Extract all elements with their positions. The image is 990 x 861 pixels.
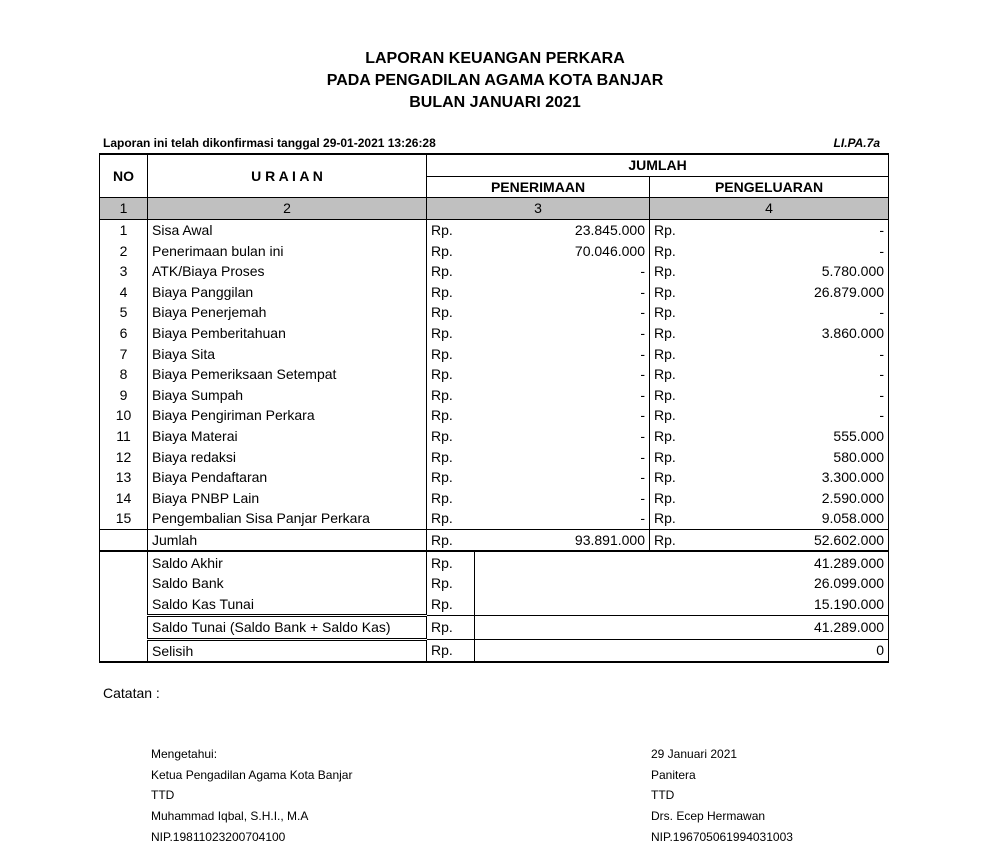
currency-label: Rp. <box>427 508 475 529</box>
saldo-no-cell <box>100 639 148 662</box>
saldo-kas-tunai-label: Saldo Kas Tunai <box>148 593 427 615</box>
signature-right <box>651 744 793 847</box>
penerimaan-value: - <box>475 446 650 467</box>
saldo-kas-tunai-row <box>100 593 889 615</box>
sign-right-line-5: NIP.196705061994031003 <box>651 829 793 844</box>
penerimaan-value: - <box>475 488 650 509</box>
row-number: 10 <box>100 405 148 426</box>
row-number: 7 <box>100 343 148 364</box>
row-label: Biaya Pendaftaran <box>148 467 427 488</box>
row-label: ATK/Biaya Proses <box>148 261 427 282</box>
saldo-no-cell <box>100 551 148 573</box>
saldo-no-cell <box>100 616 148 640</box>
signature-left <box>151 744 352 847</box>
currency-label: Rp. <box>427 488 475 509</box>
table-row <box>100 385 889 406</box>
table-row <box>100 364 889 385</box>
penerimaan-value: - <box>475 282 650 303</box>
report-title <box>0 48 990 114</box>
sign-left-line-4: Muhammad Iqbal, S.H.I., M.A <box>151 809 309 824</box>
currency-label: Rp. <box>650 323 718 344</box>
total-label: Jumlah <box>148 529 427 551</box>
currency-label: Rp. <box>427 551 475 573</box>
row-number: 1 <box>100 219 148 240</box>
table-row <box>100 302 889 323</box>
sign-left-line-2: Ketua Pengadilan Agama Kota Banjar <box>151 767 353 782</box>
pengeluaran-value: - <box>718 219 889 240</box>
currency-label: Rp. <box>427 323 475 344</box>
pengeluaran-value: 580.000 <box>718 446 889 467</box>
currency-label: Rp. <box>650 240 718 261</box>
penerimaan-value: - <box>475 405 650 426</box>
penerimaan-value: - <box>475 343 650 364</box>
row-label: Biaya Pemeriksaan Setempat <box>148 364 427 385</box>
currency-label: Rp. <box>650 364 718 385</box>
penerimaan-value: - <box>475 467 650 488</box>
form-code: LI.PA.7a <box>833 136 880 150</box>
penerimaan-value: - <box>475 364 650 385</box>
saldo-tunai-value: 41.289.000 <box>475 616 889 640</box>
table-row <box>100 240 889 261</box>
row-label: Penerimaan bulan ini <box>148 240 427 261</box>
row-number: 3 <box>100 261 148 282</box>
pengeluaran-value: - <box>718 302 889 323</box>
sign-left-line-3: TTD <box>151 788 175 803</box>
penerimaan-value: - <box>475 261 650 282</box>
currency-label: Rp. <box>650 467 718 488</box>
currency-label: Rp. <box>650 343 718 364</box>
col-number-2: 2 <box>148 198 427 220</box>
currency-label: Rp. <box>650 219 718 240</box>
currency-label: Rp. <box>650 282 718 303</box>
row-label: Pengembalian Sisa Panjar Perkara <box>148 508 427 529</box>
pengeluaran-value: 3.300.000 <box>718 467 889 488</box>
currency-label: Rp. <box>650 488 718 509</box>
selisih-value: 0 <box>475 639 889 662</box>
currency-label: Rp. <box>427 639 475 662</box>
saldo-bank-label: Saldo Bank <box>148 573 427 594</box>
sign-right-line-2: Panitera <box>651 767 696 782</box>
pengeluaran-value: 26.879.000 <box>718 282 889 303</box>
pengeluaran-value: - <box>718 405 889 426</box>
pengeluaran-value: 5.780.000 <box>718 261 889 282</box>
currency-label: Rp. <box>427 426 475 447</box>
penerimaan-value: - <box>475 426 650 447</box>
col-number-4: 4 <box>650 198 889 220</box>
pengeluaran-value: 555.000 <box>718 426 889 447</box>
financial-table <box>99 153 889 663</box>
currency-label: Rp. <box>427 240 475 261</box>
row-label: Biaya Materai <box>148 426 427 447</box>
sign-right-line-3: TTD <box>651 788 675 803</box>
table-row <box>100 508 889 529</box>
currency-label: Rp. <box>427 593 475 615</box>
header-pengeluaran: PENGELUARAN <box>650 176 889 198</box>
notes-label: Catatan : <box>103 685 160 701</box>
row-label: Biaya Pemberitahuan <box>148 323 427 344</box>
table-row <box>100 261 889 282</box>
penerimaan-value: 23.845.000 <box>475 219 650 240</box>
currency-label: Rp. <box>650 529 718 551</box>
row-label: Biaya redaksi <box>148 446 427 467</box>
pengeluaran-value: - <box>718 240 889 261</box>
saldo-tunai-row <box>100 616 889 640</box>
row-label: Biaya Pengiriman Perkara <box>148 405 427 426</box>
sign-right-line-1: 29 Januari 2021 <box>651 747 738 761</box>
confirmation-text: Laporan ini telah dikonfirmasi tanggal 29-01-2021 13:26:28 <box>103 136 436 150</box>
row-number: 5 <box>100 302 148 323</box>
row-number: 14 <box>100 488 148 509</box>
row-number: 8 <box>100 364 148 385</box>
currency-label: Rp. <box>427 343 475 364</box>
saldo-bank-row <box>100 573 889 594</box>
currency-label: Rp. <box>427 467 475 488</box>
currency-label: Rp. <box>427 446 475 467</box>
pengeluaran-value: 9.058.000 <box>718 508 889 529</box>
header-no: NO <box>100 154 148 198</box>
table-row <box>100 282 889 303</box>
table-row <box>100 219 889 240</box>
currency-label: Rp. <box>650 405 718 426</box>
selisih-label: Selisih <box>148 639 427 662</box>
sign-left-line-1: Mengetahui: <box>151 747 218 761</box>
currency-label: Rp. <box>650 446 718 467</box>
total-row <box>100 529 889 551</box>
title-line-3: BULAN JANUARI 2021 <box>409 94 581 111</box>
table-row <box>100 426 889 447</box>
saldo-bank-value: 26.099.000 <box>475 573 889 594</box>
table-row <box>100 405 889 426</box>
table-row <box>100 446 889 467</box>
currency-label: Rp. <box>650 426 718 447</box>
selisih-row <box>100 639 889 662</box>
header-jumlah: JUMLAH <box>427 154 889 176</box>
pengeluaran-value: - <box>718 364 889 385</box>
total-pengeluaran: 52.602.000 <box>718 529 889 551</box>
currency-label: Rp. <box>427 282 475 303</box>
currency-label: Rp. <box>650 302 718 323</box>
penerimaan-value: - <box>475 385 650 406</box>
currency-label: Rp. <box>427 529 475 551</box>
title-line-1: LAPORAN KEUANGAN PERKARA <box>365 50 625 67</box>
table-row <box>100 323 889 344</box>
table-row <box>100 467 889 488</box>
row-number: 4 <box>100 282 148 303</box>
row-number: 13 <box>100 467 148 488</box>
saldo-no-cell <box>100 593 148 615</box>
currency-label: Rp. <box>650 508 718 529</box>
currency-label: Rp. <box>427 219 475 240</box>
row-label: Biaya Sumpah <box>148 385 427 406</box>
sign-right-line-4: Drs. Ecep Hermawan <box>651 809 766 824</box>
pengeluaran-value: - <box>718 385 889 406</box>
penerimaan-value: 70.046.000 <box>475 240 650 261</box>
row-label: Biaya PNBP Lain <box>148 488 427 509</box>
currency-label: Rp. <box>650 261 718 282</box>
saldo-tunai-label: Saldo Tunai (Saldo Bank + Saldo Kas) <box>148 616 427 640</box>
currency-label: Rp. <box>650 385 718 406</box>
row-number: 2 <box>100 240 148 261</box>
penerimaan-value: - <box>475 323 650 344</box>
row-number: 9 <box>100 385 148 406</box>
pengeluaran-value: 2.590.000 <box>718 488 889 509</box>
saldo-akhir-value: 41.289.000 <box>475 551 889 573</box>
sign-left-line-5: NIP.19811023200704100 <box>151 829 286 844</box>
penerimaan-value: - <box>475 508 650 529</box>
col-number-3: 3 <box>427 198 650 220</box>
row-label: Biaya Panggilan <box>148 282 427 303</box>
header-penerimaan: PENERIMAAN <box>427 176 650 198</box>
currency-label: Rp. <box>427 405 475 426</box>
saldo-kas-tunai-value: 15.190.000 <box>475 593 889 615</box>
row-number: 15 <box>100 508 148 529</box>
pengeluaran-value: - <box>718 343 889 364</box>
col-number-1: 1 <box>100 198 148 220</box>
row-number: 12 <box>100 446 148 467</box>
currency-label: Rp. <box>427 302 475 323</box>
row-label: Biaya Penerjemah <box>148 302 427 323</box>
currency-label: Rp. <box>427 261 475 282</box>
row-label: Sisa Awal <box>148 219 427 240</box>
currency-label: Rp. <box>427 364 475 385</box>
currency-label: Rp. <box>427 616 475 640</box>
total-penerimaan: 93.891.000 <box>475 529 650 551</box>
header-uraian: U R A I A N <box>148 154 427 198</box>
title-line-2: PADA PENGADILAN AGAMA KOTA BANJAR <box>326 72 664 89</box>
currency-label: Rp. <box>427 385 475 406</box>
table-row <box>100 343 889 364</box>
penerimaan-value: - <box>475 302 650 323</box>
row-label: Biaya Sita <box>148 343 427 364</box>
total-no-cell <box>100 529 148 551</box>
saldo-no-cell <box>100 573 148 594</box>
saldo-akhir-row <box>100 551 889 573</box>
currency-label: Rp. <box>427 573 475 594</box>
table-row <box>100 488 889 509</box>
row-number: 11 <box>100 426 148 447</box>
saldo-akhir-label: Saldo Akhir <box>148 551 427 573</box>
pengeluaran-value: 3.860.000 <box>718 323 889 344</box>
row-number: 6 <box>100 323 148 344</box>
